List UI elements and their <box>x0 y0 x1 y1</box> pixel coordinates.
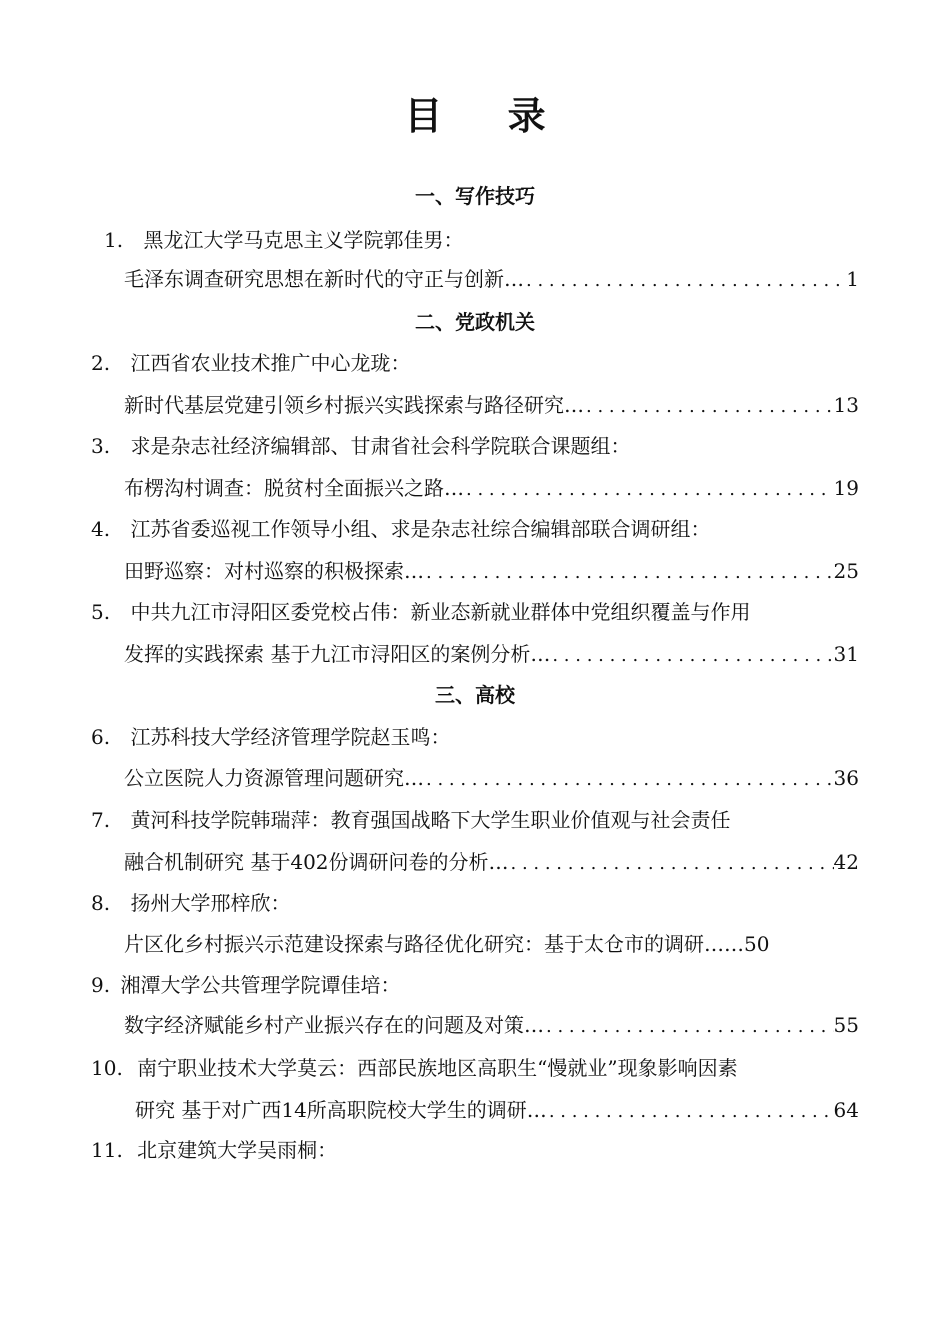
toc-leader-dots <box>424 765 834 795</box>
toc-leader-dots <box>524 266 846 296</box>
toc-entry-author-text: 江苏省委巡视工作领导小组、求是杂志社综合编辑部联合调研组： <box>130 517 711 541</box>
toc-entry-title-row[interactable] <box>124 1010 859 1042</box>
toc-entry-number: 8. <box>91 891 111 915</box>
toc-entry-title: 数字经济赋能乡村产业振兴存在的问题及对策… <box>124 1013 544 1037</box>
toc-entry-number: 3. <box>91 434 111 458</box>
toc-entry-title: 布楞沟村调查：脱贫村全面振兴之路… <box>124 476 464 500</box>
toc-entry-number: 6. <box>91 725 111 749</box>
toc-page-number: 64 <box>833 1098 859 1122</box>
toc-leader-dots <box>550 641 833 671</box>
toc-entry-title: 融合机制研究 基于402份调研问卷的分析… <box>124 850 509 874</box>
toc-entry-author-text: 黄河科技学院韩瑞萍：教育强国战略下大学生职业价值观与社会责任 <box>130 808 731 832</box>
toc-entry-title: 田野巡察：对村巡察的积极探索… <box>124 559 424 583</box>
toc-entry-author <box>91 805 730 835</box>
section-heading-government: 二、党政机关 <box>415 310 535 334</box>
toc-page-number: 13 <box>833 393 859 417</box>
toc-page-number: 31 <box>833 642 859 666</box>
section-heading-universities: 三、高校 <box>435 683 515 707</box>
toc-entry-author-text: 中共九江市浔阳区委党校占伟：新业态新就业群体中党组织覆盖与作用 <box>130 600 751 624</box>
toc-entry-title-row[interactable] <box>124 556 859 588</box>
toc-entry-title-row[interactable] <box>124 639 859 671</box>
toc-entry-title-row[interactable] <box>124 763 859 795</box>
toc-entry-number: 7. <box>91 808 111 832</box>
toc-entry-author <box>91 1135 337 1165</box>
toc-entry-author-text: 江苏科技大学经济管理学院赵玉鸣： <box>130 725 451 749</box>
section-heading-writing: 一、写作技巧 <box>415 184 535 208</box>
toc-entry-number: 2. <box>91 351 111 375</box>
toc-page-number: 50 <box>744 932 770 956</box>
toc-entry-author <box>91 722 450 752</box>
toc-entry-number: 10. <box>91 1056 123 1080</box>
toc-entry-author <box>91 888 290 918</box>
toc-entry-author-text: 扬州大学邢梓欣： <box>130 891 291 915</box>
toc-entry-number: 4. <box>91 517 111 541</box>
toc-entry-title: 片区化乡村振兴示范建设探索与路径优化研究：基于太仓市的调研…… <box>124 932 744 956</box>
toc-leader-dots <box>584 392 834 422</box>
toc-entry-number: 5. <box>91 600 111 624</box>
toc-leader-dots <box>544 1012 834 1042</box>
toc-leader-dots <box>464 475 834 505</box>
toc-leader-dots <box>547 1097 834 1127</box>
toc-entry-number: 1. <box>104 228 124 252</box>
toc-entry-author <box>91 348 410 378</box>
toc-entry-author <box>91 1053 738 1083</box>
toc-entry-author <box>91 970 400 1000</box>
toc-page-number: 42 <box>833 850 859 874</box>
toc-entry-author <box>91 431 630 461</box>
toc-entry-title: 公立医院人力资源管理问题研究… <box>124 766 424 790</box>
toc-entry-number: 11. <box>91 1138 123 1162</box>
page-title: 目 录 <box>404 94 572 138</box>
toc-page-number: 19 <box>833 476 859 500</box>
toc-entry-author-text: 求是杂志社经济编辑部、甘肃省社会科学院联合课题组： <box>130 434 631 458</box>
toc-entry-author <box>104 225 463 255</box>
toc-entry-author-text: 江西省农业技术推广中心龙珑： <box>130 351 411 375</box>
toc-entry-author-text: 南宁职业技术大学莫云：西部民族地区高职生“慢就业”现象影响因素 <box>137 1056 738 1080</box>
toc-page-number: 55 <box>833 1013 859 1037</box>
toc-entry-author <box>91 597 750 627</box>
toc-entry-title-row[interactable] <box>124 390 859 422</box>
toc-entry-author-text: 湘潭大学公共管理学院谭佳培： <box>120 973 401 997</box>
toc-entry-number: 9. <box>91 973 111 997</box>
toc-entry-title: 毛泽东调查研究思想在新时代的守正与创新… <box>124 267 524 291</box>
toc-page-number: 36 <box>833 766 859 790</box>
toc-entry-title: 研究 基于对广西14所高职院校大学生的调研… <box>135 1098 547 1122</box>
toc-page-number: 25 <box>833 559 859 583</box>
toc-entry-title-row[interactable] <box>135 1095 859 1127</box>
toc-entry-title-row[interactable] <box>124 473 859 505</box>
toc-entry-title: 发挥的实践探索 基于九江市浔阳区的案例分析… <box>124 642 551 666</box>
toc-entry-title-row[interactable] <box>124 847 859 879</box>
toc-entry-author <box>91 514 710 544</box>
toc-entry-author-text: 黑龙江大学马克思主义学院郭佳男： <box>143 228 464 252</box>
toc-entry-author-text: 北京建筑大学吴雨桐： <box>137 1138 338 1162</box>
toc-leader-dots <box>424 558 834 588</box>
toc-entry-title-row[interactable] <box>124 929 840 959</box>
toc-entry-title-row[interactable] <box>124 264 859 296</box>
toc-page-number: 1 <box>846 267 859 291</box>
toc-entry-title: 新时代基层党建引领乡村振兴实践探索与路径研究… <box>124 393 584 417</box>
toc-leader-dots <box>509 849 834 879</box>
